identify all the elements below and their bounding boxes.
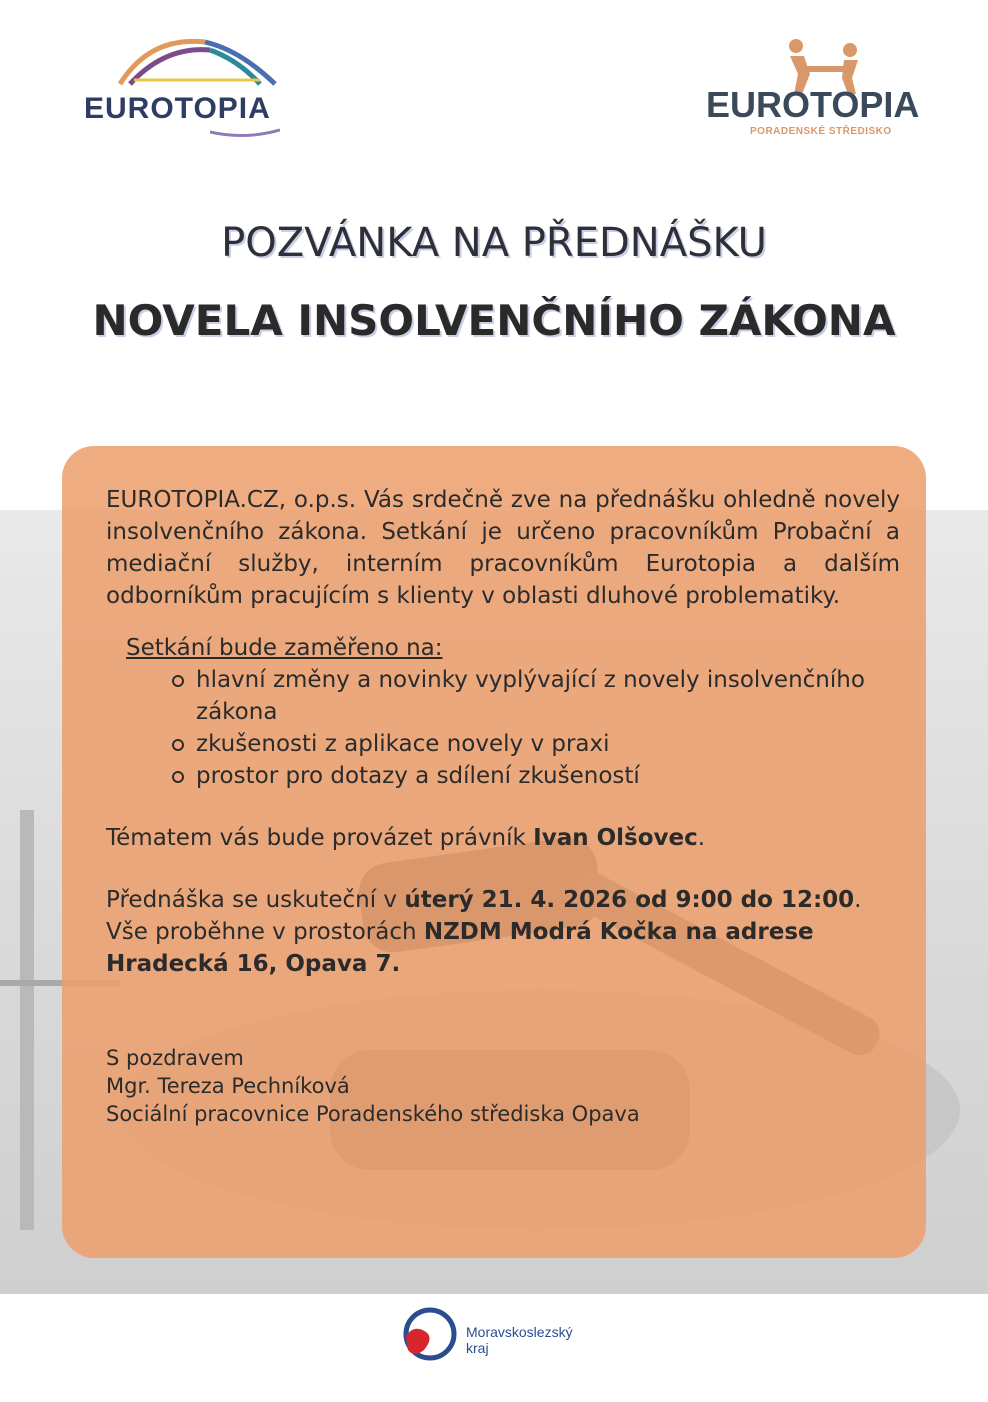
rainbow-roof-icon bbox=[110, 36, 280, 96]
place-text: Vše proběhne v prostorách bbox=[106, 919, 424, 945]
list-item: prostor pro dotazy a sdílení zkušeností bbox=[172, 760, 900, 792]
eurotopia-logo-right bbox=[700, 38, 930, 148]
speaker-paragraph bbox=[106, 822, 900, 854]
logo-left-wordmark: EUROTOPIA bbox=[84, 92, 271, 125]
msk-region-logo bbox=[400, 1306, 600, 1366]
date-place-paragraph bbox=[106, 884, 900, 980]
date-text: Přednáška se uskuteční v bbox=[106, 887, 405, 913]
signature-name: Mgr. Tereza Pechníková bbox=[106, 1074, 350, 1098]
list-item: zkušenosti z aplikace novely v praxi bbox=[172, 728, 900, 760]
logo-right-subtitle: PORADENSKÉ STŘEDISKO bbox=[750, 126, 892, 137]
date-end: . bbox=[854, 887, 862, 913]
invitation-text bbox=[106, 484, 900, 1128]
region-emblem-icon bbox=[400, 1306, 462, 1362]
signature-greeting: S pozdravem bbox=[106, 1046, 244, 1070]
logo-underline-swoosh bbox=[210, 126, 280, 138]
speaker-text: Tématem vás bude provázet právník bbox=[106, 825, 534, 851]
lecture-topic-title: NOVELA INSOLVENČNÍHO ZÁKONA bbox=[92, 296, 896, 345]
focus-heading: Setkání bude zaměřeno na: bbox=[126, 635, 443, 661]
speaker-end: . bbox=[697, 825, 706, 851]
eurotopia-logo-left bbox=[80, 36, 290, 146]
intro-paragraph: EUROTOPIA.CZ, o.p.s. Vás srdečně zve na přednášku ohledně novely insolvenčního zákona. Setkání je určeno pracovníkům Probační a mediační služby, interním pracovníkům Eurotopia a dalším odborníkům pracujícím s klienty v oblasti dluhové problematiky. bbox=[106, 487, 900, 609]
speaker-name: Ivan Olšovec bbox=[533, 825, 698, 851]
page-title: POZVÁNKA NA PŘEDNÁŠKU bbox=[221, 220, 767, 266]
region-name bbox=[466, 1324, 573, 1356]
date-value: úterý 21. 4. 2026 od 9:00 do 12:00 bbox=[404, 887, 855, 913]
region-name-line1: Moravskoslezský bbox=[466, 1324, 573, 1340]
invitation-card bbox=[62, 446, 926, 1258]
list-item: hlavní změny a novinky vyplývající z novely insolvenčního zákona bbox=[172, 664, 900, 728]
region-name-line2: kraj bbox=[466, 1340, 489, 1356]
logo-right-wordmark: EUROTOPIA bbox=[706, 84, 920, 125]
focus-list bbox=[106, 664, 900, 792]
signature-role: Sociální pracovnice Poradenského střediska Opava bbox=[106, 1102, 640, 1126]
place-value: NZDM Modrá Kočka na adrese Hradecká 16, Opava 7. bbox=[106, 919, 814, 977]
signature bbox=[106, 1044, 900, 1128]
